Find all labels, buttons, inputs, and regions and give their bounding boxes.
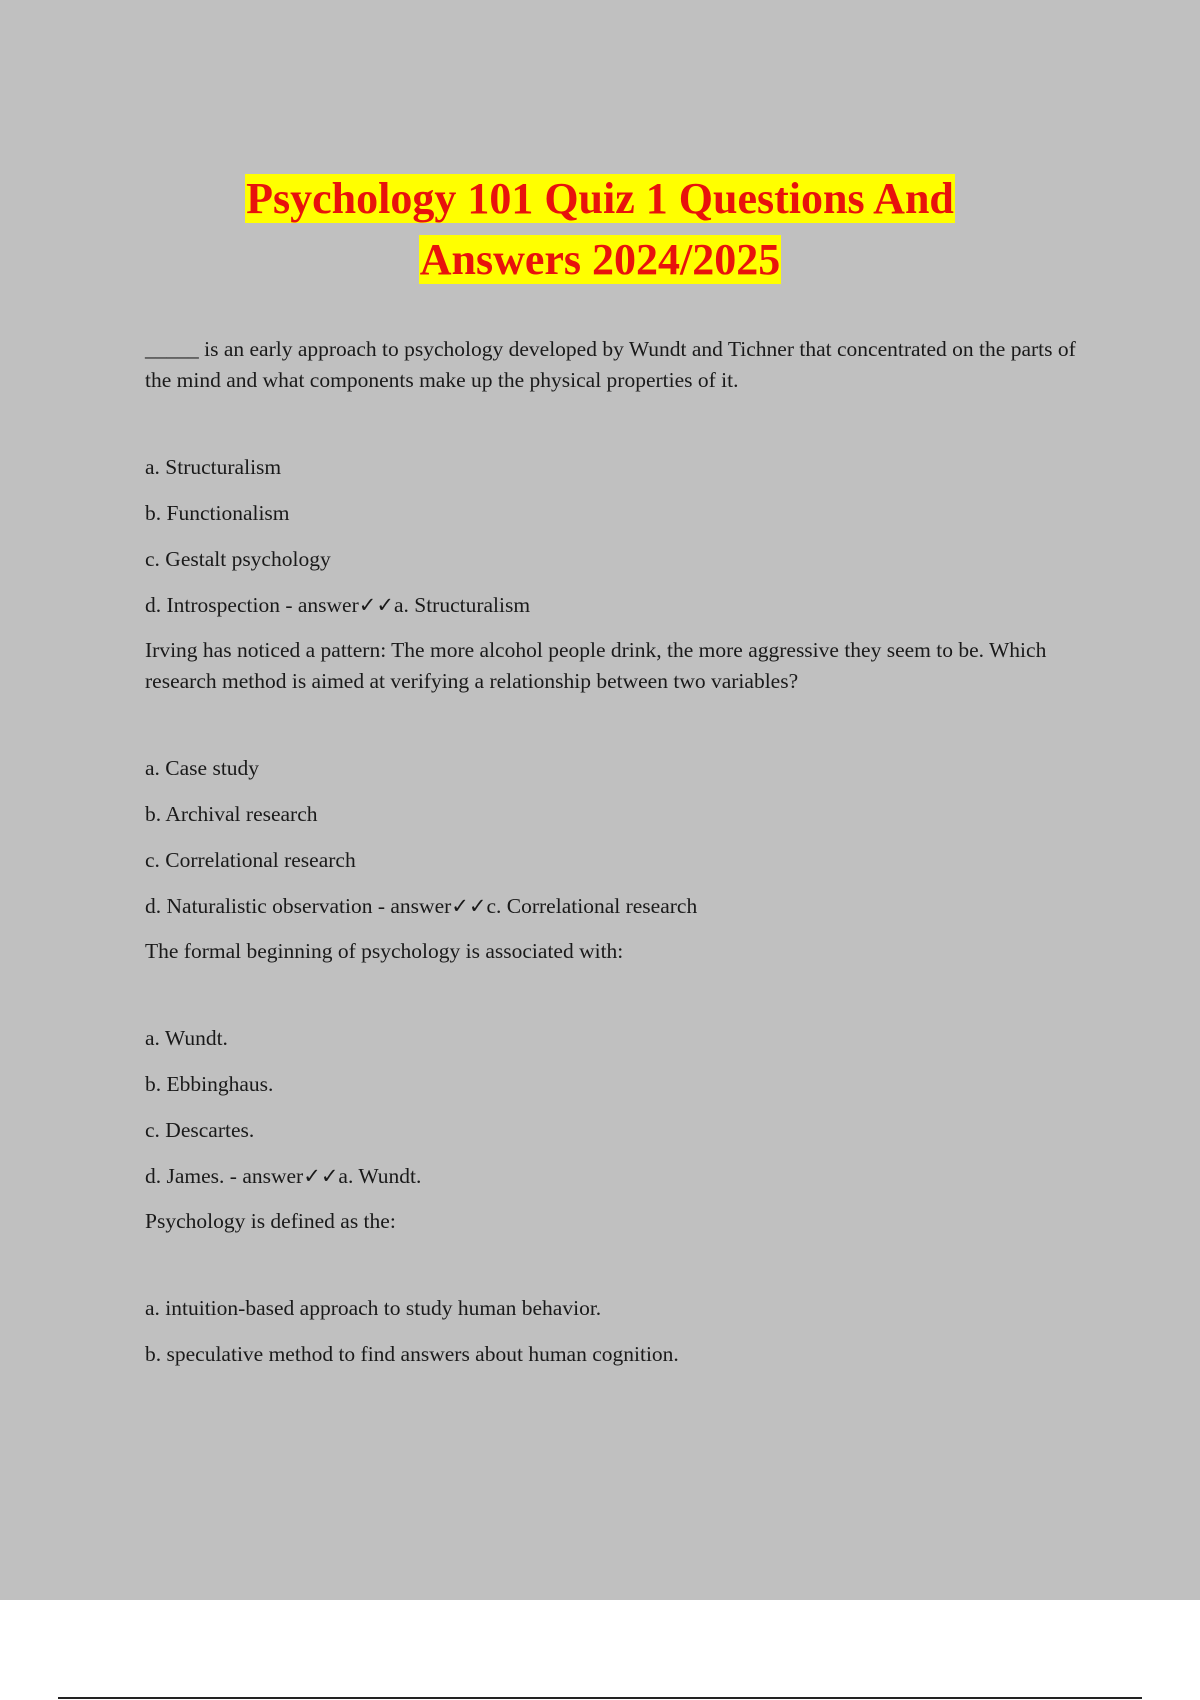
answer-option: b. speculative method to find answers about human cognition. xyxy=(145,1342,679,1366)
document-title xyxy=(0,168,1200,290)
answer-option: c. Descartes. xyxy=(145,1118,255,1142)
answer-option: a. Case study xyxy=(145,756,260,780)
answer-option: b. Ebbinghaus. xyxy=(145,1072,274,1096)
answer-option: b. Functionalism xyxy=(145,501,290,525)
footer-divider xyxy=(58,1697,1142,1699)
title-line-1: Psychology 101 Quiz 1 Questions And xyxy=(246,174,954,223)
question-block xyxy=(145,936,1085,1192)
correct-answer: a. Structuralism xyxy=(393,593,531,617)
answer-line xyxy=(145,590,1085,621)
correct-answer: c. Correlational research xyxy=(486,894,698,918)
answer-option: a. Structuralism xyxy=(145,455,282,479)
answer-line xyxy=(145,891,1085,922)
answer-option: c. Gestalt psychology xyxy=(145,547,331,571)
correct-answer: a. Wundt. xyxy=(338,1164,422,1188)
question-prompt: Psychology is defined as the: xyxy=(145,1209,396,1233)
answer-option: a. Wundt. xyxy=(145,1026,228,1050)
title-line-2: Answers 2024/2025 xyxy=(419,235,781,284)
question-prompt: The formal beginning of psychology is associated with: xyxy=(145,939,624,963)
question-block xyxy=(145,1206,1085,1370)
answer-line xyxy=(145,1161,1085,1192)
answer-option: d. James. - answer xyxy=(145,1164,304,1188)
answer-option: b. Archival research xyxy=(145,802,318,826)
answer-option: a. intuition-based approach to study human behavior. xyxy=(145,1296,602,1320)
question-block xyxy=(145,635,1085,922)
answer-option: d. Introspection - answer xyxy=(145,593,359,617)
answer-option: c. Correlational research xyxy=(145,848,356,872)
question-prompt: _____ is an early approach to psychology developed by Wundt and Tichner that concentrated on the parts of the mind and what components make up the physical properties of it. xyxy=(145,337,1076,392)
checkmark-icon: ✓✓ xyxy=(303,1164,339,1188)
question-block xyxy=(145,334,1085,621)
answer-option: d. Naturalistic observation - answer xyxy=(145,894,452,918)
question-prompt: Irving has noticed a pattern: The more alcohol people drink, the more aggressive they seem to be. Which research method is aimed at verifying a relationship between two variables? xyxy=(145,638,1047,693)
quiz-content xyxy=(145,334,1085,1385)
checkmark-icon: ✓✓ xyxy=(358,593,394,617)
checkmark-icon: ✓✓ xyxy=(451,894,487,918)
